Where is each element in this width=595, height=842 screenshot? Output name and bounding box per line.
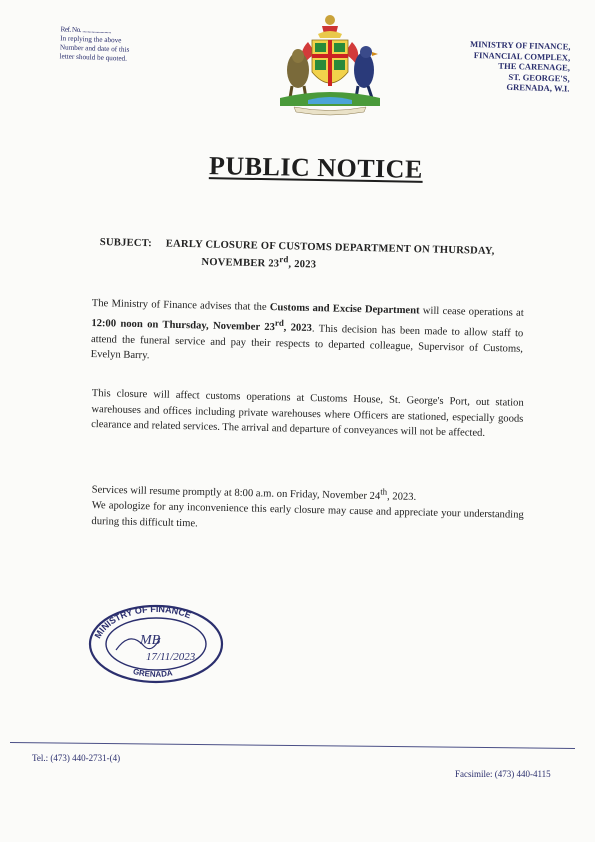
stamp-date: 17/11/2023 <box>146 651 196 663</box>
p3-text: Services will resume promptly at 8:00 a.m. on Friday, November 24 <box>91 484 381 503</box>
p1-text-a: The Ministry of Finance advises that the <box>91 297 270 314</box>
ministry-stamp <box>86 600 226 684</box>
p1-bold-department: Customs and Excise Department <box>269 302 420 317</box>
paragraph-1 <box>90 296 523 372</box>
address-line-1: MINISTRY OF FINANCE, <box>469 38 571 52</box>
ref-line-3: Number and date of this <box>59 43 130 54</box>
subject-superscript: rd <box>279 254 289 265</box>
p1-superscript: rd <box>274 317 284 328</box>
stamp-bottom-text: GRENADA <box>132 666 174 679</box>
address-line-2: FINANCIAL COMPLEX, <box>473 49 571 63</box>
ref-line-4: letter should be quoted. <box>59 52 128 63</box>
p3-year: , 2023. <box>386 491 417 503</box>
coat-of-arms-logo <box>268 12 392 116</box>
ministry-address <box>451 38 570 94</box>
footer-telephone: Tel.: (473) 440-2731-(4) <box>32 753 121 763</box>
p1-bold-time-text: 12:00 noon on Thursday, November 23 <box>91 318 275 334</box>
ref-line-1: Ref. No. ...................... <box>60 25 112 36</box>
page-title: PUBLIC NOTICE <box>208 151 424 184</box>
footer-facsimile: Facsimile: (473) 440-4115 <box>455 769 551 779</box>
footer-divider <box>10 742 575 749</box>
subject-year: , 2023 <box>288 258 317 271</box>
p1-bold-year: , 2023 <box>283 322 313 335</box>
subject-block <box>99 236 530 276</box>
p3-superscript: th <box>380 486 388 497</box>
paragraph-4: We apologize for any inconvenience this early closure may cause and appreciate your understanding during this difficult time. <box>91 499 524 529</box>
address-line-3: THE CARENAGE, <box>498 60 571 73</box>
paragraph-2: This closure will affect customs operations at Customs House, St. George's Port, out station warehouses and offices including private warehouses where Officers are stationed, especially goods clearance and related services. The arrival and departure of conveyances will not be affected. <box>91 387 524 439</box>
address-line-5: GRENADA, W.I. <box>506 81 570 94</box>
address-line-4: ST. GEORGE'S, <box>508 71 570 84</box>
ref-line-2: In replying the above <box>60 34 122 45</box>
p1-text-b: will cease operations at <box>419 305 524 319</box>
p1-bold-time <box>91 318 312 334</box>
signature-initials: MB <box>140 633 161 648</box>
p1-text-c: . This decision has been made to allow staff to attend the funeral service and pay their respects to departed colleague, Supervisor of Customs, Evelyn Barry. <box>90 323 524 362</box>
stamp-top-text: MINISTRY OF FINANCE <box>92 603 193 641</box>
subject-text-2: NOVEMBER 23 <box>201 256 280 270</box>
reference-note <box>59 25 155 64</box>
subject-label: SUBJECT: <box>99 236 152 250</box>
subject-text-1: EARLY CLOSURE OF CUSTOMS DEPARTMENT ON THURSDAY, <box>165 238 495 257</box>
